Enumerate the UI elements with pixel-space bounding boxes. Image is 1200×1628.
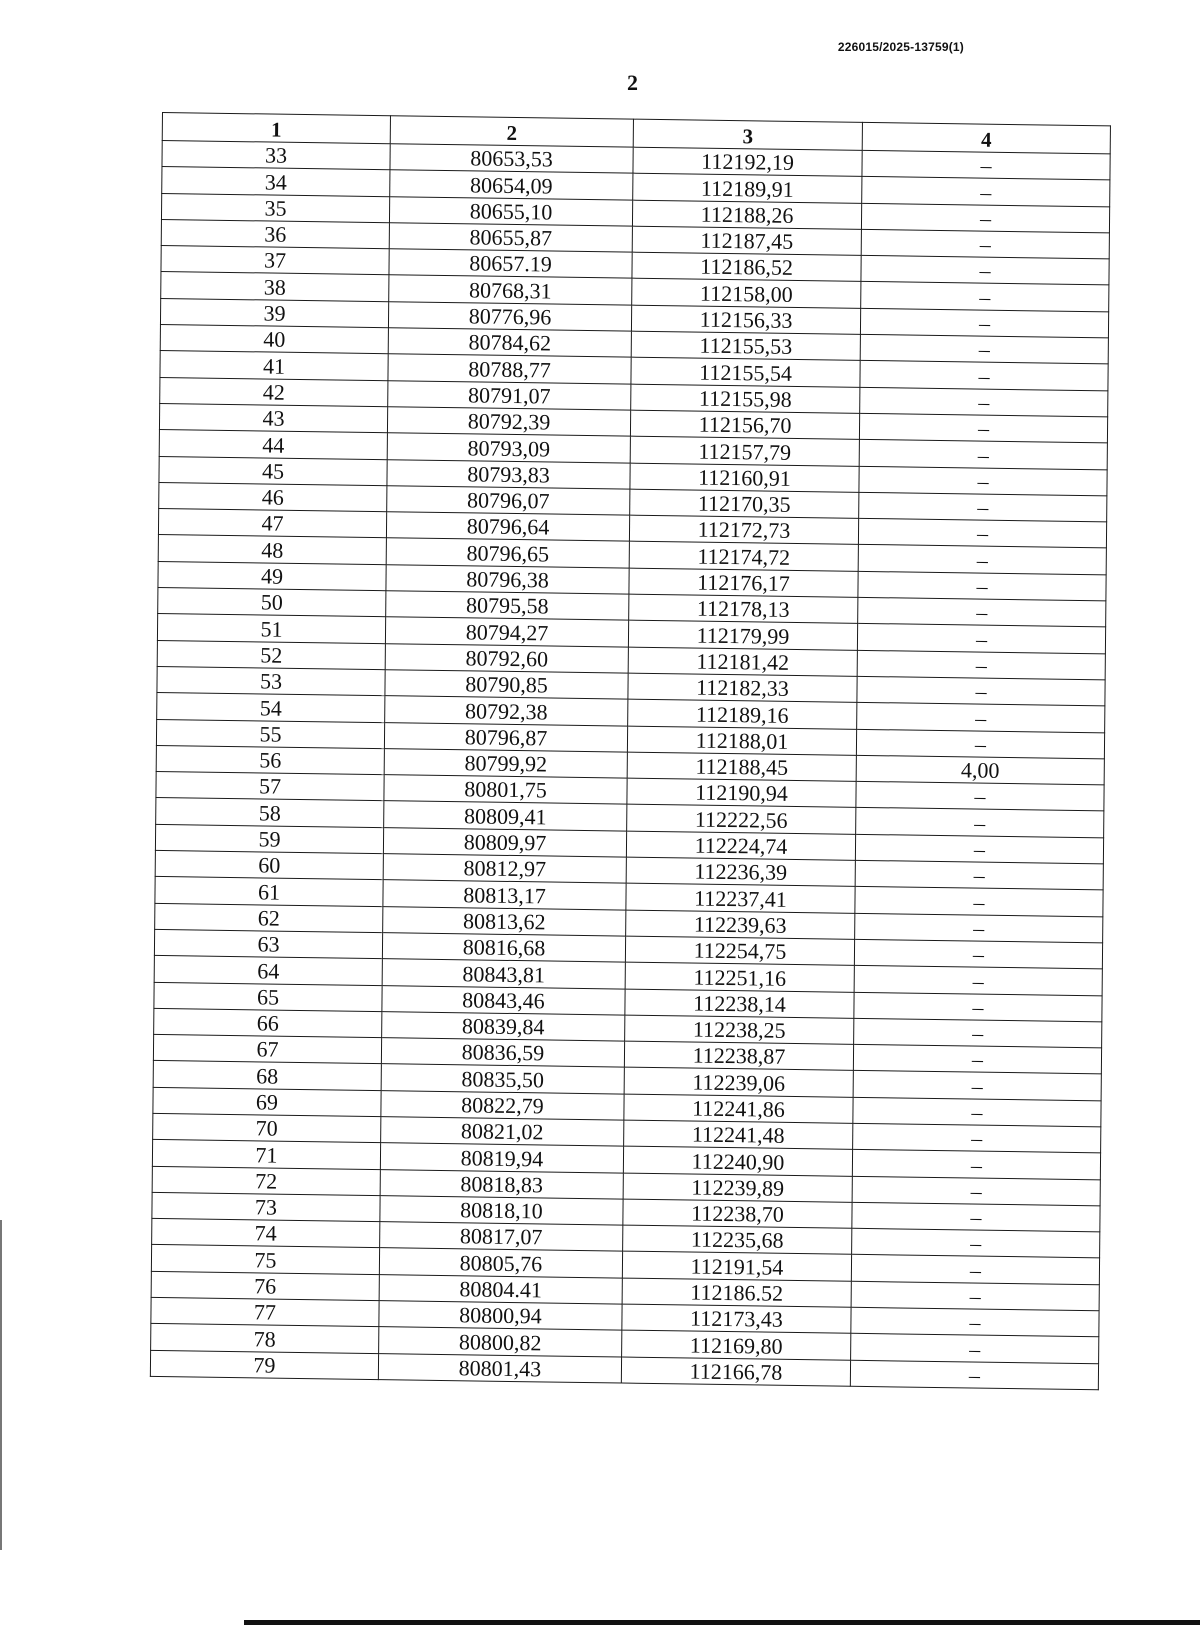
table-cell-col-1: 59 [155,824,383,854]
table-cell-col-2: 80819,94 [380,1143,623,1173]
table-cell-col-2: 80788,77 [388,354,631,384]
table-cell-col-3: 112190,94 [627,778,856,808]
table-cell-col-2: 80784,62 [388,328,631,358]
table-cell-col-4: – [855,834,1103,864]
table-cell-col-2: 80796,07 [387,486,630,516]
table-cell-col-2: 80843,81 [382,959,625,989]
table-cell-col-2: 80795,58 [386,591,629,621]
table-cell-col-3: 112239,06 [624,1067,853,1097]
table-cell-col-3: 112241,48 [624,1120,853,1150]
table-cell-col-2: 80657.19 [389,249,632,279]
coordinates-table-container [150,112,1110,1390]
table-cell-col-1: 69 [153,1087,381,1117]
table-cell-col-1: 47 [158,509,386,539]
table-cell-col-2: 80836,59 [381,1038,624,1068]
table-cell-col-2: 80796,65 [386,538,629,568]
table-cell-col-1: 46 [159,482,387,512]
table-cell-col-3: 112238,14 [625,989,854,1019]
table-cell-col-3: 112241,86 [624,1094,853,1124]
table-cell-col-2: 80791,07 [388,380,631,410]
table-cell-col-3: 112157,79 [630,436,859,466]
table-cell-col-2: 80821,02 [381,1117,624,1147]
table-cell-col-4: – [861,282,1109,312]
table-cell-col-1: 79 [150,1350,378,1380]
table-cell-col-1: 51 [157,614,385,644]
table-cell-col-2: 80794,27 [385,617,628,647]
table-cell-col-3: 112254,75 [625,936,854,966]
table-cell-col-3: 112166,78 [621,1357,850,1387]
table-cell-col-3: 112187,45 [632,226,861,256]
table-cell-col-4: – [860,334,1108,364]
table-cell-col-3: 112156,70 [630,410,859,440]
table-cell-col-3: 112188,26 [632,200,861,230]
table-cell-col-1: 35 [161,193,389,223]
table-cell-col-1: 52 [157,640,385,670]
table-cell-col-3: 112188,45 [627,752,856,782]
table-cell-col-1: 78 [151,1324,379,1354]
table-cell-col-4: – [859,466,1107,496]
table-cell-col-4: – [862,177,1110,207]
table-cell-col-1: 58 [156,798,384,828]
table-cell-col-1: 33 [162,141,390,171]
table-cell-col-2: 80812,97 [383,854,626,884]
table-cell-col-2: 80801,75 [384,775,627,805]
table-cell-col-4: – [860,308,1108,338]
table-cell-col-2: 80796,87 [384,722,627,752]
table-cell-col-2: 80792,60 [385,643,628,673]
table-cell-col-3: 112155,54 [631,358,860,388]
table-cell-col-1: 34 [162,167,390,197]
table-cell-col-2: 80654,09 [390,170,633,200]
table-cell-col-1: 61 [155,877,383,907]
table-cell-col-1: 67 [153,1035,381,1065]
table-cell-col-4: – [854,966,1102,996]
table-cell-col-1: 49 [158,561,386,591]
table-cell-col-4: – [853,1123,1101,1153]
table-cell-col-1: 53 [157,666,385,696]
table-cell-col-1: 60 [155,850,383,880]
table-cell-col-3: 112178,13 [629,594,858,624]
document-reference-number: 226015/2025-13759(1) [837,40,964,54]
table-cell-col-3: 112181,42 [628,647,857,677]
table-cell-col-4: – [857,703,1105,733]
table-cell-col-4: – [851,1307,1099,1337]
table-cell-col-2: 80809,97 [383,827,626,857]
table-cell-col-4: – [857,676,1105,706]
table-cell-col-3: 112176,17 [629,568,858,598]
table-cell-col-4: – [862,150,1110,180]
table-cell-col-4: – [861,203,1109,233]
table-cell-col-3: 112156,33 [631,305,860,335]
table-cell-col-3: 112238,87 [624,1041,853,1071]
table-cell-col-1: 38 [161,272,389,302]
table-cell-col-3: 112191,54 [622,1252,851,1282]
table-cell-col-1: 56 [156,745,384,775]
table-cell-col-2: 80818,83 [380,1169,623,1199]
table-cell-col-2: 80800,82 [379,1327,622,1357]
table-cell-col-3: 112240,90 [623,1146,852,1176]
table-cell-col-4: – [852,1202,1100,1232]
table-cell-col-1: 42 [160,377,388,407]
table-cell-col-1: 63 [154,929,382,959]
table-cell-col-4: – [853,1071,1101,1101]
table-cell-col-4: – [853,1097,1101,1127]
table-cell-col-4: – [857,650,1105,680]
table-cell-col-4: – [859,492,1107,522]
table-cell-col-4: – [854,939,1102,969]
table-cell-col-1: 50 [158,588,386,618]
table-cell-col-2: 80793,83 [387,459,630,489]
table-cell-col-2: 80792,39 [387,407,630,437]
table-cell-col-2: 80776,96 [388,301,631,331]
table-cell-col-3: 112170,35 [630,489,859,519]
table-cell-col-4: – [852,1150,1100,1180]
table-cell-col-4: – [851,1281,1099,1311]
table-cell-col-2: 80813,62 [383,906,626,936]
table-cell-col-3: 112188,01 [627,726,856,756]
table-cell-col-4: – [857,624,1105,654]
table-cell-col-4: – [852,1176,1100,1206]
table-cell-col-3: 112189,16 [628,699,857,729]
table-cell-col-4: – [856,808,1104,838]
table-cell-col-2: 80790,85 [385,670,628,700]
page-number: 2 [627,70,638,95]
table-cell-col-1: 40 [160,325,388,355]
table-cell-col-3: 112160,91 [630,463,859,493]
table-cell-col-2: 80801,43 [378,1353,621,1383]
table-cell-col-4: – [851,1334,1099,1364]
table-cell-col-3: 112235,68 [623,1225,852,1255]
table-cell-col-1: 39 [160,298,388,328]
table-cell-col-3: 112224,74 [626,831,855,861]
table-cell-col-3: 112238,70 [623,1199,852,1229]
table-cell-col-3: 112222,56 [627,805,856,835]
table-cell-col-3: 112169,80 [622,1330,851,1360]
table-cell-col-2: 80796,64 [386,512,629,542]
table-cell-col-4: – [858,545,1106,575]
table-cell-col-1: 68 [153,1061,381,1091]
column-header-2: 2 [390,116,633,147]
table-cell-col-2: 80792,38 [385,696,628,726]
table-cell-col-3: 112182,33 [628,673,857,703]
table-cell-col-1: 44 [159,430,387,460]
table-cell-col-4: – [859,440,1107,470]
table-cell-col-2: 80804.41 [379,1274,622,1304]
table-cell-col-3: 112155,98 [631,384,860,414]
table-cell-col-2: 80818,10 [380,1196,623,1226]
table-cell-col-2: 80817,07 [380,1222,623,1252]
table-cell-col-2: 80843,46 [382,985,625,1015]
table-cell-col-2: 80809,41 [384,801,627,831]
table-cell-col-3: 112237,41 [626,883,855,913]
table-cell-col-4: – [861,229,1109,259]
table-cell-col-1: 64 [154,956,382,986]
table-cell-col-2: 80653,53 [390,144,633,174]
table-cell-col-2: 80835,50 [381,1064,624,1094]
coordinates-table [150,112,1111,1390]
table-cell-col-4: – [854,1018,1102,1048]
table-cell-col-4: – [860,387,1108,417]
table-cell-col-4: – [851,1255,1099,1285]
table-cell-col-1: 54 [157,693,385,723]
scan-edge-mark [0,1220,2,1550]
table-cell-col-1: 75 [151,1245,379,1275]
table-cell-col-2: 80796,38 [386,564,629,594]
table-cell-col-1: 76 [151,1271,379,1301]
table-cell-col-3: 112158,00 [632,279,861,309]
table-cell-col-2: 80655,87 [389,223,632,253]
table-cell-col-1: 37 [161,246,389,276]
table-cell-col-4: – [855,887,1103,917]
table-cell-col-1: 57 [156,772,384,802]
table-cell-col-1: 74 [152,1219,380,1249]
table-cell-col-1: 66 [154,1008,382,1038]
table-cell-col-3: 112239,63 [626,910,855,940]
table-cell-col-2: 80822,79 [381,1090,624,1120]
table-cell-col-4: – [852,1228,1100,1258]
table-cell-col-4: – [861,256,1109,286]
table-cell-col-2: 80816,68 [382,933,625,963]
table-cell-col-3: 112186.52 [622,1278,851,1308]
table-cell-col-4: – [854,992,1102,1022]
table-cell-col-3: 112172,73 [629,515,858,545]
table-cell-col-3: 112155,53 [631,331,860,361]
table-cell-col-3: 112239,89 [623,1173,852,1203]
table-cell-col-2: 80813,17 [383,880,626,910]
table-cell-col-1: 72 [152,1166,380,1196]
table-cell-col-1: 77 [151,1297,379,1327]
table-cell-col-3: 112173,43 [622,1304,851,1334]
table-cell-col-4: – [853,1044,1101,1074]
table-cell-col-2: 80805,76 [379,1248,622,1278]
table-cell-col-3: 112179,99 [628,620,857,650]
table-cell-col-2: 80655,10 [389,196,632,226]
table-cell-col-1: 65 [154,982,382,1012]
column-header-1: 1 [162,113,390,144]
table-cell-col-1: 73 [152,1192,380,1222]
table-cell-col-1: 43 [159,403,387,433]
column-header-4: 4 [862,122,1110,154]
column-header-3: 3 [633,119,862,150]
table-cell-col-4: – [856,729,1104,759]
table-cell-col-3: 112238,25 [625,1015,854,1045]
table-body [150,141,1110,1390]
table-cell-col-2: 80768,31 [389,275,632,305]
table-cell-col-3: 112174,72 [629,542,858,572]
table-cell-col-1: 36 [161,219,389,249]
table-cell-col-1: 71 [152,1140,380,1170]
table-cell-col-4: – [858,519,1106,549]
table-cell-col-4: – [858,597,1106,627]
table-cell-col-1: 41 [160,351,388,381]
table-cell-col-2: 80799,92 [384,749,627,779]
table-cell-col-4: – [858,571,1106,601]
table-cell-col-2: 80793,09 [387,433,630,463]
table-cell-col-4: – [856,781,1104,811]
table-cell-col-1: 55 [156,719,384,749]
table-cell-col-3: 112251,16 [625,962,854,992]
table-cell-col-3: 112186,52 [632,252,861,282]
table-cell-col-1: 48 [158,535,386,565]
table-cell-col-2: 80839,84 [382,1011,625,1041]
table-cell-col-4: 4,00 [856,755,1104,785]
table-cell-col-4: – [860,361,1108,391]
table-cell-col-1: 62 [155,903,383,933]
table-cell-col-3: 112189,91 [633,173,862,203]
table-cell-col-4: – [855,860,1103,890]
table-cell-col-4: – [850,1360,1098,1390]
table-cell-col-4: – [859,413,1107,443]
table-cell-col-1: 45 [159,456,387,486]
table-cell-col-3: 112236,39 [626,857,855,887]
table-cell-col-4: – [855,913,1103,943]
table-cell-col-1: 70 [153,1113,381,1143]
table-cell-col-3: 112192,19 [633,147,862,177]
table-cell-col-2: 80800,94 [379,1301,622,1331]
page-bottom-border [244,1620,1200,1625]
